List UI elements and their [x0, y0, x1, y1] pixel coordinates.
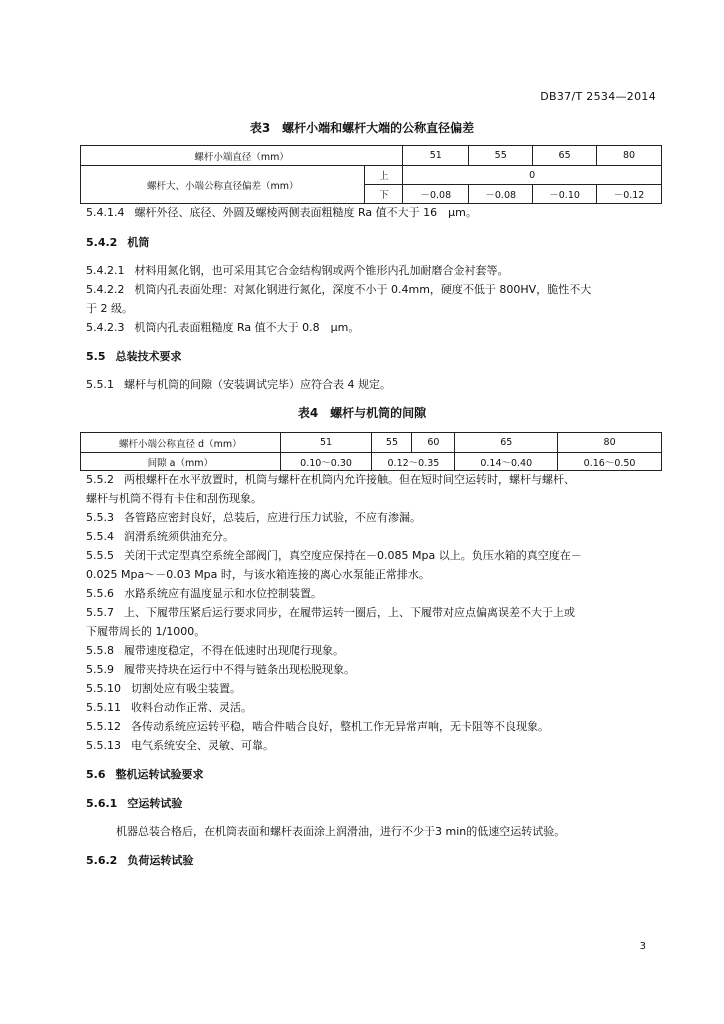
- heading-5-5: 5.5 总装技术要求: [86, 350, 182, 363]
- table-cell: 51: [403, 146, 469, 166]
- table-cell: 间隙 a（mm）: [81, 453, 281, 471]
- table-cell: －0.10: [533, 185, 597, 204]
- clause-5-4-2-2-cont: 于 2 级。: [86, 302, 133, 315]
- clause-5-6-1-body: 机器总装合格后，在机筒表面和螺杆表面涂上润滑油，进行不少于3 min的低速空运转试验。: [116, 825, 566, 838]
- heading-5-6: 5.6 整机运转试验要求: [86, 768, 204, 781]
- table-cell: －0.08: [469, 185, 533, 204]
- clause-5-5-9: 5.5.9 履带夹持块在运行中不得与链条出现松脱现象。: [86, 663, 355, 676]
- clause-5-5-1: 5.5.1 螺杆与机筒的间隙（安装调试完毕）应符合表 4 规定。: [86, 378, 391, 391]
- standard-code: DB37/T 2534—2014: [540, 90, 656, 103]
- table-cell: 0.16～0.50: [558, 453, 662, 471]
- clause-5-4-2-3: 5.4.2.3 机筒内孔表面粗糙度 Ra 值不大于 0.8 μm。: [86, 321, 360, 334]
- table-row: [81, 453, 662, 471]
- clause-5-5-6: 5.5.6 水路系统应有温度显示和水位控制装置。: [86, 587, 322, 600]
- table-cell: 0.12～0.35: [372, 453, 455, 471]
- table-cell: 80: [597, 146, 662, 166]
- table-cell: 65: [533, 146, 597, 166]
- clause-5-5-11: 5.5.11 收料台动作正常、灵活。: [86, 701, 252, 714]
- clause-5-5-5: 5.5.5 关闭干式定型真空系统全部阀门，真空度应保持在－0.085 Mpa 以上。负压水箱的真空度在－: [86, 549, 582, 562]
- clause-5-5-2: 5.5.2 两根螺杆在水平放置时，机筒与螺杆在机筒内允许接触。但在短时间空运转时，螺杆与螺杆、: [86, 473, 575, 486]
- table-cell: 上: [365, 166, 403, 185]
- clause-5-5-5-cont: 0.025 Mpa～－0.03 Mpa 时，与该水箱连接的离心水泵能正常排水。: [86, 568, 430, 581]
- table-cell: 0.14～0.40: [455, 453, 558, 471]
- table-4: [80, 432, 662, 471]
- table-cell: 55: [372, 433, 412, 453]
- clause-5-4-1-4: 5.4.1.4 螺杆外径、底径、外圆及螺棱两侧表面粗糙度 Ra 值不大于 16 μm。: [86, 206, 477, 219]
- table-row: [81, 433, 662, 453]
- clause-5-5-8: 5.5.8 履带速度稳定，不得在低速时出现爬行现象。: [86, 644, 344, 657]
- table-cell: 65: [455, 433, 558, 453]
- table-cell: 60: [412, 433, 455, 453]
- table-3-title: 表3 螺杆小端和螺杆大端的公称直径偏差: [249, 121, 475, 135]
- table-cell: 0.10～0.30: [280, 453, 372, 471]
- table-cell: 0: [403, 166, 662, 185]
- table-cell: －0.08: [403, 185, 469, 204]
- clause-5-5-12: 5.5.12 各传动系统应运转平稳，啮合件啮合良好，整机工作无异常声响，无卡阻等不良现象。: [86, 720, 549, 733]
- heading-5-6-1: 5.6.1 空运转试验: [86, 797, 183, 810]
- table-cell: 螺杆小端公称直径 d（mm）: [81, 433, 281, 453]
- table-cell: 螺杆大、小端公称直径偏差（mm）: [81, 166, 365, 204]
- clause-5-5-3: 5.5.3 各管路应密封良好，总装后，应进行压力试验，不应有渗漏。: [86, 511, 421, 524]
- heading-5-6-2: 5.6.2 负荷运转试验: [86, 854, 194, 867]
- table-cell: 51: [280, 433, 372, 453]
- clause-5-5-4: 5.5.4 润滑系统须供油充分。: [86, 530, 234, 543]
- table-cell: 下: [365, 185, 403, 204]
- table-row: [81, 166, 662, 185]
- table-row: [81, 146, 662, 166]
- clause-5-4-2-2: 5.4.2.2 机筒内孔表面处理：对氮化钢进行氮化，深度不小于 0.4mm，硬度不低于 800HV，脆性不大: [86, 283, 592, 296]
- heading-5-4-2: 5.4.2 机筒: [86, 236, 150, 249]
- clause-5-5-10: 5.5.10 切割处应有吸尘装置。: [86, 682, 241, 695]
- clause-5-4-2-1: 5.4.2.1 材料用氮化钢，也可采用其它合金结构钢或两个锥形内孔加耐磨合金衬套等。: [86, 264, 509, 277]
- clause-5-5-7: 5.5.7 上、下履带压紧后运行要求同步，在履带运转一圈后，上、下履带对应点偏离误差不大于上或: [86, 606, 575, 619]
- clause-5-5-7-cont: 下履带周长的 1/1000。: [86, 625, 206, 638]
- table-cell: 80: [558, 433, 662, 453]
- page-number: 3: [639, 941, 646, 952]
- table-cell: 55: [469, 146, 533, 166]
- table-cell: 螺杆小端直径（mm）: [81, 146, 403, 166]
- clause-5-5-2-cont: 螺杆与机筒不得有卡住和刮伤现象。: [86, 492, 262, 505]
- table-3: [80, 145, 662, 204]
- clause-5-5-13: 5.5.13 电气系统安全、灵敏、可靠。: [86, 739, 274, 752]
- table-cell: －0.12: [597, 185, 662, 204]
- table-4-title: 表4 螺杆与机筒的间隙: [297, 406, 427, 420]
